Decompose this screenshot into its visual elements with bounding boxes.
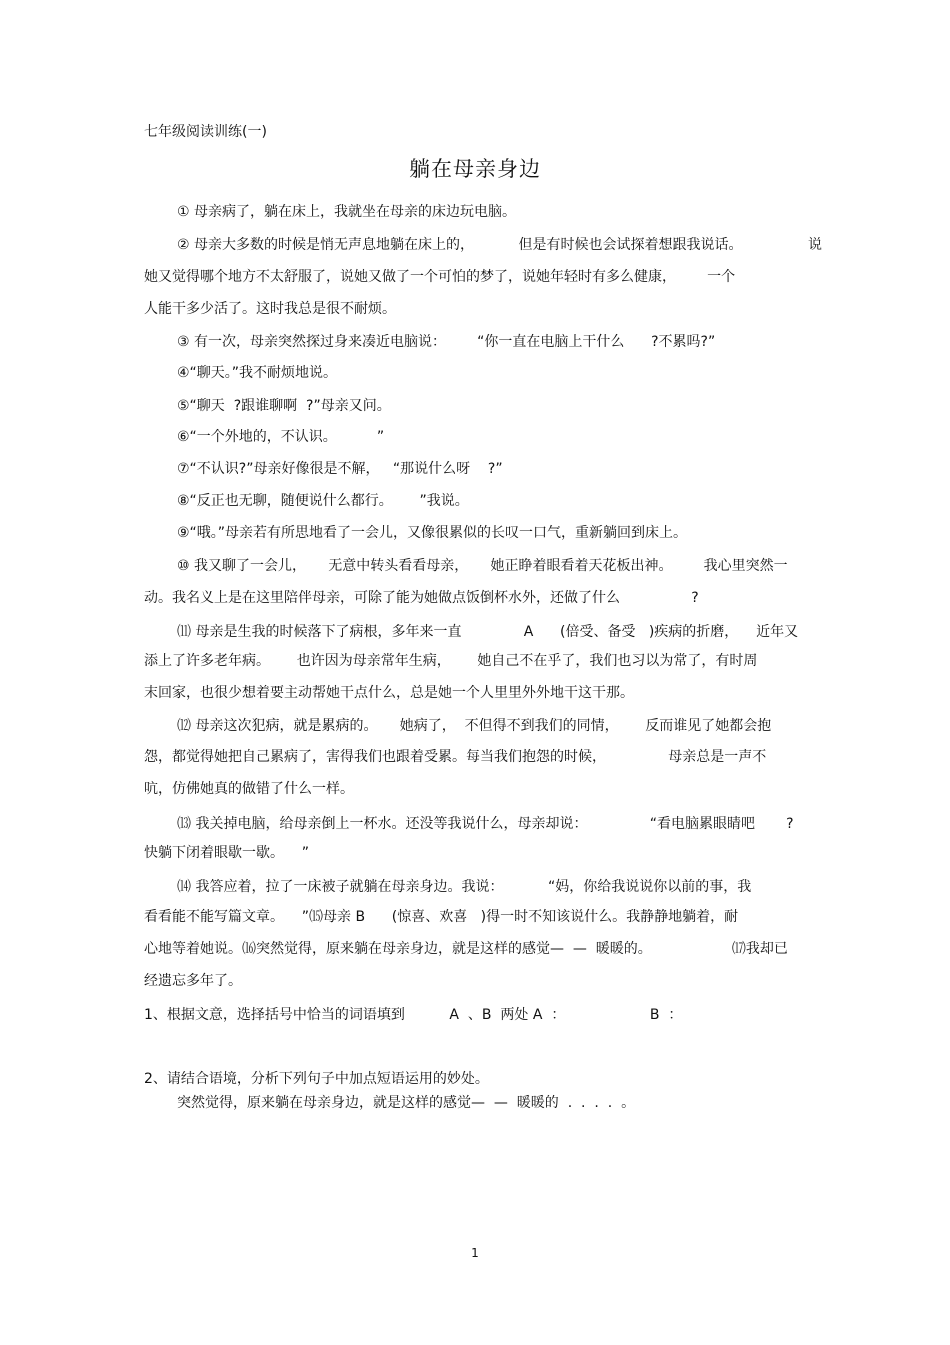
question-2-sentence: 突然觉得，原来躺在母亲身边，就是这样的感觉— — 暖暖的 . . . . 。 — [177, 1095, 636, 1111]
question-1: 1、根据文意，选择括号中恰当的词语填到 A 、B 两处 A ： B ： — [144, 1007, 683, 1023]
paragraph-12-line-3: 吭，仿佛她真的做错了什么一样。 — [144, 781, 354, 797]
paragraph-4: ④“聊天。”我不耐烦地说。 — [177, 365, 338, 381]
paragraph-1: ① 母亲病了，躺在床上，我就坐在母亲的床边玩电脑。 — [177, 204, 516, 220]
paragraph-9: ⑨“哦。”母亲若有所思地看了一会儿，又像很累似的长叹一口气，重新躺回到床上。 — [177, 525, 688, 541]
worksheet-header: 七年级阅读训练(一) — [144, 124, 267, 140]
paragraph-14-line-3: 心地等着她说。⒃突然觉得，原来躺在母亲身边，就是这样的感觉— — 暖暖的。 ⒄我却已 — [144, 941, 788, 957]
article-title: 躺在母亲身边 — [409, 157, 541, 181]
paragraph-11-line-3: 末回家，也很少想着要主动帮她干点什么，总是她一个人里里外外地干这干那。 — [144, 685, 634, 701]
page-number: 1 — [471, 1246, 479, 1260]
paragraph-12-line-1: ⑿ 母亲这次犯病，就是累病的。 她病了， 不但得不到我们的同情， 反而谁见了她都会抱 — [177, 718, 772, 734]
paragraph-6: ⑥“一个外地的，不认识。 ” — [177, 429, 385, 445]
paragraph-13-line-2: 快躺下闭着眼歇一歇。 ” — [144, 845, 310, 861]
paragraph-3: ③ 有一次，母亲突然探过身来凑近电脑说： “你一直在电脑上干什么 ?不累吗?” — [177, 334, 716, 350]
paragraph-14-line-2: 看看能不能写篇文章。 ”⒂母亲 B (惊喜、欢喜 )得一时不知该说什么。我静静地躺着，耐 — [144, 909, 739, 925]
question-2: 2、请结合语境，分析下列句子中加点短语运用的妙处。 — [144, 1071, 489, 1087]
paragraph-14-line-4: 经遗忘多年了。 — [144, 973, 242, 989]
paragraph-10-line-2: 动。我名义上是在这里陪伴母亲，可除了能为她做点饭倒杯水外，还做了什么 ? — [144, 590, 699, 606]
paragraph-7: ⑦“不认识?”母亲好像很是不解， “那说什么呀 ?” — [177, 461, 503, 477]
paragraph-11-line-1: ⑾ 母亲是生我的时候落下了病根，多年来一直 A (倍受、备受 )疾病的折磨， 近年又 — [177, 624, 799, 640]
paragraph-8: ⑧“反正也无聊，随便说什么都行。 ”我说。 — [177, 493, 469, 509]
paragraph-11-line-2: 添上了许多老年病。 也许因为母亲常年生病， 她自己不在乎了，我们也习以为常了，有时周 — [144, 653, 758, 669]
paragraph-13-line-1: ⒀ 我关掉电脑，给母亲倒上一杯水。还没等我说什么，母亲却说： “看电脑累眼睛吧 ? — [177, 816, 794, 832]
paragraph-2-line-3: 人能干多少活了。这时我总是很不耐烦。 — [144, 301, 396, 317]
paragraph-12-line-2: 怨，都觉得她把自己累病了，害得我们也跟着受累。每当我们抱怨的时候， 母亲总是一声不 — [144, 749, 767, 765]
paragraph-2-line-2: 她又觉得哪个地方不太舒服了，说她又做了一个可怕的梦了，说她年轻时有多么健康， 一个 — [144, 269, 736, 285]
paragraph-2-line-1: ② 母亲大多数的时候是悄无声息地躺在床上的， 但是有时候也会试探着想跟我说话。 — [177, 237, 743, 253]
paragraph-5: ⑤“聊天 ?跟谁聊啊 ?”母亲又问。 — [177, 398, 391, 414]
paragraph-14-line-1: ⒁ 我答应着，拉了一床被子就躺在母亲身边。我说： “妈，你给我说说你以前的事，我 — [177, 879, 752, 895]
paragraph-10-line-1: ⑩ 我又聊了一会儿， 无意中转头看看母亲， 她正睁着眼看着天花板出神。 我心里突然一 — [177, 558, 788, 574]
paragraph-2-line-1-end: 说 — [808, 237, 822, 253]
